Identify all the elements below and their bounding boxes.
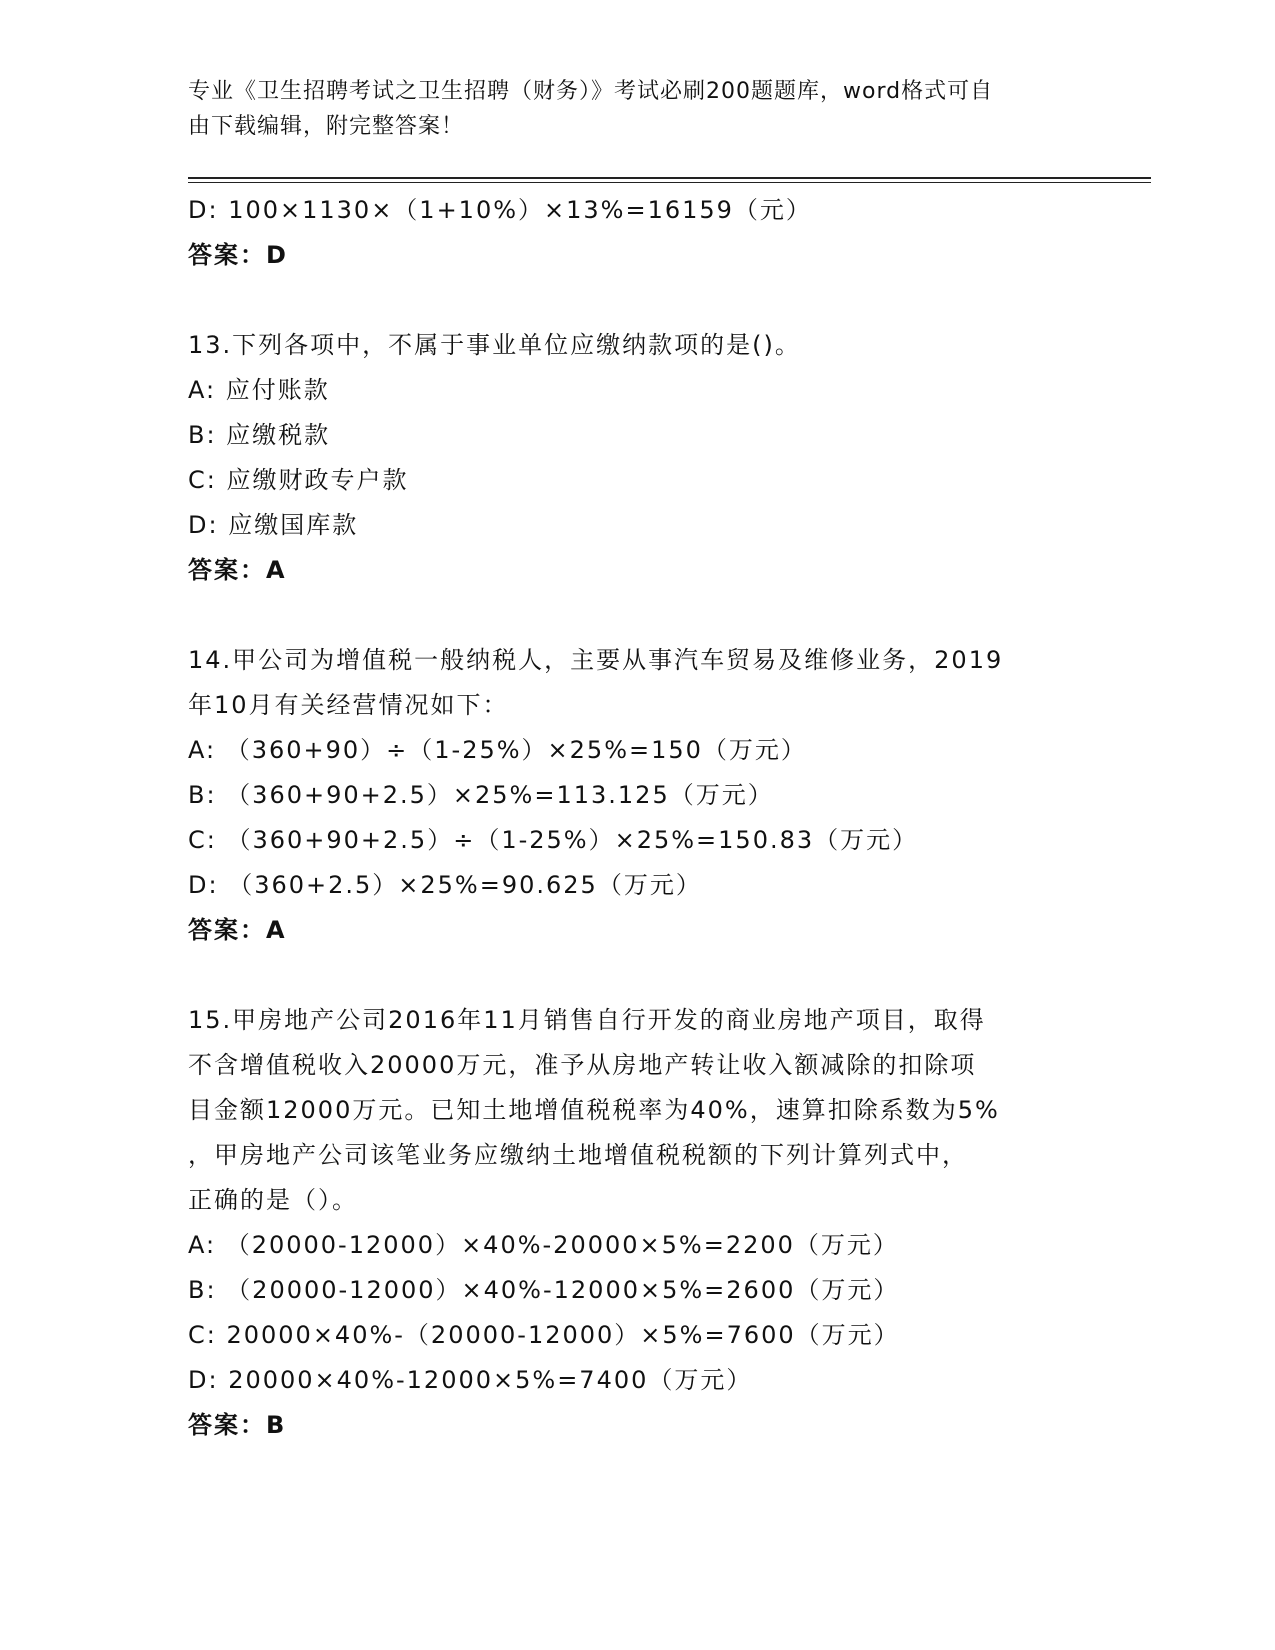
header-rule-thin [188, 182, 1151, 183]
question-stem-line-1: 14.甲公司为增值税一般纳税人，主要从事汽车贸易及维修业务，2019 [188, 646, 1004, 674]
prev-answer: 答案：D [188, 241, 288, 269]
option-b: B: （360+90+2.5）×25%=113.125（万元） [188, 781, 774, 809]
option-a: A: （360+90）÷（1-25%）×25%=150（万元） [188, 736, 807, 764]
option-d: D: 20000×40%-12000×5%=7400（万元） [188, 1366, 753, 1394]
question-stem-line-2: 不含增值税收入20000万元，准予从房地产转让收入额减除的扣除项 [188, 1051, 977, 1079]
answer: 答案：B [188, 1411, 287, 1439]
question-stem: 13.下列各项中，不属于事业单位应缴纳款项的是()。 [188, 331, 801, 359]
option-a: A: 应付账款 [188, 376, 330, 404]
option-d: D: 应缴国库款 [188, 511, 359, 539]
option-c: C: 20000×40%-（20000-12000）×5%=7600（万元） [188, 1321, 900, 1349]
question-stem-line-2: 年10月有关经营情况如下： [188, 691, 509, 719]
document-header [188, 74, 1088, 144]
question-13 [188, 323, 1088, 593]
prev-question [188, 188, 1088, 278]
question-stem-line-4: ，甲房地产公司该笔业务应缴纳土地增值税税额的下列计算列式中， [188, 1141, 968, 1169]
question-14 [188, 638, 1088, 953]
option-d: D: （360+2.5）×25%=90.625（万元） [188, 871, 702, 899]
prev-option-d: D: 100×1130×（1+10%）×13%=16159（元） [188, 196, 812, 224]
header-rule-thick [188, 177, 1151, 179]
header-line-2: 由下载编辑，附完整答案！ [188, 114, 465, 139]
header-line-1: 专业《卫生招聘考试之卫生招聘（财务）》考试必刷200题题库，word格式可自 [188, 79, 994, 104]
question-stem-line-5: 正确的是（）。 [188, 1186, 358, 1214]
question-15 [188, 998, 1088, 1448]
spacer [188, 953, 1088, 998]
spacer [188, 278, 1088, 323]
option-a: A: （20000-12000）×40%-20000×5%=2200（万元） [188, 1231, 899, 1259]
document-body [188, 188, 1088, 1448]
spacer [188, 593, 1088, 638]
option-c: C: （360+90+2.5）÷（1-25%）×25%=150.83（万元） [188, 826, 919, 854]
question-stem-line-1: 15.甲房地产公司2016年11月销售自行开发的商业房地产项目，取得 [188, 1006, 986, 1034]
question-stem-line-3: 目金额12000万元。已知土地增值税税率为40%，速算扣除系数为5% [188, 1096, 1000, 1124]
answer: 答案：A [188, 916, 287, 944]
answer: 答案：A [188, 556, 287, 584]
option-b: B: 应缴税款 [188, 421, 331, 449]
option-c: C: 应缴财政专户款 [188, 466, 409, 494]
option-b: B: （20000-12000）×40%-12000×5%=2600（万元） [188, 1276, 900, 1304]
